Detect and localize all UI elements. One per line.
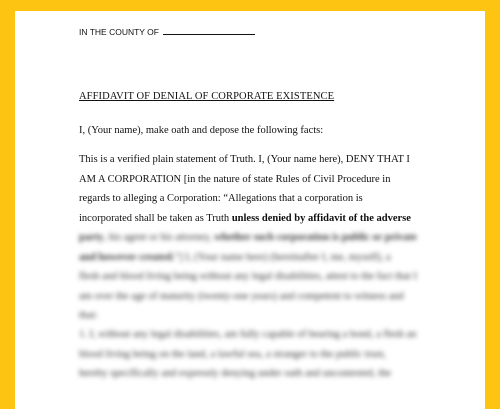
- blurred-line: am over the age of maturity (twenty-one years) and competent to witness and: [79, 290, 404, 302]
- blurred-line: blood living being on the land, a lawful sea, a stranger to the public trust,: [79, 348, 387, 360]
- blurred-bold-text: party: [79, 232, 104, 243]
- statement-line: regards to alleging a Corporation: “Allegations that a corporation is: [79, 193, 363, 204]
- statement-line: This is a verified plain statement of Truth. I, (Your name here), DENY THAT I: [79, 154, 410, 165]
- blurred-text: , his agent or his attorney,: [103, 232, 215, 243]
- blurred-line: 1. I, without any legal disabilities, am fully capable of bearing a bond, a flesh an: [79, 329, 417, 340]
- blurred-line: [79, 248, 451, 268]
- statement-bold-text: unless denied by affidavit of the adverse: [231, 212, 411, 224]
- statement-line: [79, 209, 439, 229]
- county-heading: [79, 25, 255, 37]
- blurred-line: flesh and blood living being without any legal disabilities, attest to the fact that I: [79, 271, 417, 282]
- blurred-line: that:: [79, 310, 98, 321]
- blurred-text: ”] I, (Your name here) (hereinafter I, me, myself), a: [174, 251, 391, 263]
- blurred-paragraph: [79, 325, 451, 384]
- statement-line: AM A CORPORATION [in the nature of state Rules of Civil Procedure in: [79, 173, 391, 185]
- document-title: AFFIDAVIT OF DENIAL OF CORPORATE EXISTENCE: [79, 91, 335, 102]
- blurred-bold-text: and however created.: [79, 251, 175, 263]
- document-page: [15, 11, 485, 409]
- statement-paragraph: [79, 150, 439, 228]
- blurred-bold-text: whether such corporation is public or private: [214, 232, 417, 243]
- county-label: IN THE COUNTY OF: [79, 27, 159, 37]
- statement-text: incorporated shall be taken as Truth: [79, 212, 232, 224]
- blurred-line: hereby specifically and expressly denying under oath and uncontested, the: [79, 368, 391, 379]
- blurred-line: [79, 228, 451, 248]
- intro-paragraph: I, (Your name), make oath and depose the following facts:: [79, 125, 324, 136]
- blurred-paragraph: [79, 228, 451, 326]
- county-blank-line: [163, 25, 255, 35]
